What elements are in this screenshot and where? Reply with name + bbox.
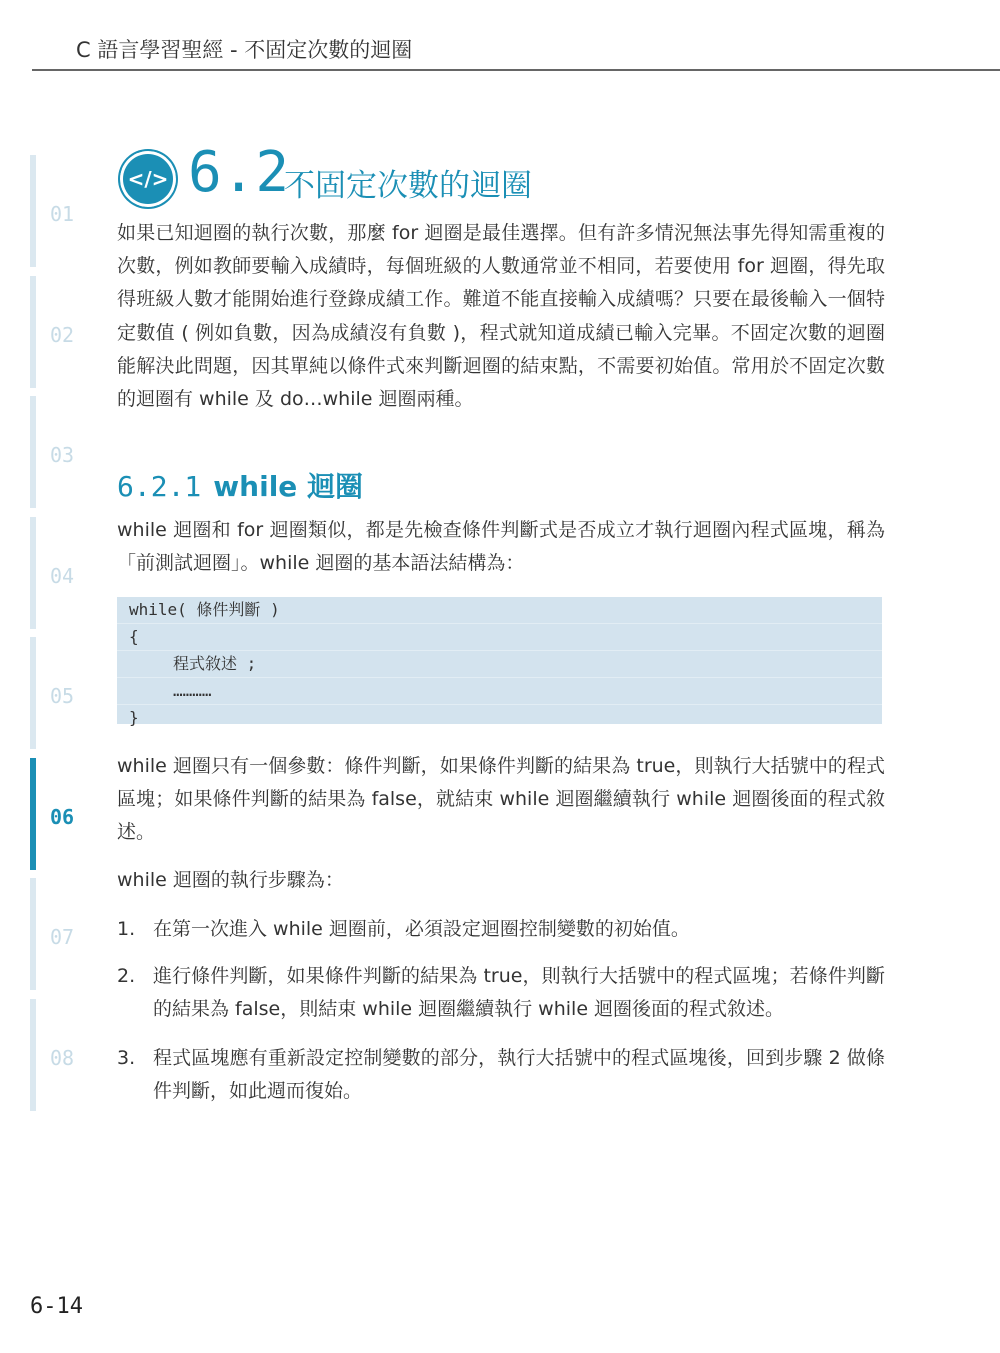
steps-title: while 迴圈的執行步驟為： bbox=[117, 869, 344, 891]
chapter-tab-label[interactable]: 07 bbox=[50, 925, 75, 949]
list-text: 程式區塊應有重新設定控制變數的部分，執行大括號中的程式區塊後，回到步驟 2 做條件判斷，如此週而復始。 bbox=[153, 1047, 885, 1103]
chapter-tab-01[interactable] bbox=[30, 155, 36, 267]
while-description: while 迴圈只有一個參數：條件判斷，如果條件判斷的結果為 true，則執行大括號中的程式區塊；如果條件判斷的結果為 false，就結束 while 迴圈繼續執行 while 迴圈後面的程式敘述。 bbox=[117, 755, 885, 844]
chapter-tab-label[interactable]: 04 bbox=[50, 563, 75, 588]
code-line: { bbox=[117, 624, 882, 651]
code-icon: </> bbox=[118, 149, 178, 209]
page-number: 6-14 bbox=[30, 1294, 83, 1319]
chapter-tab-label[interactable]: 02 bbox=[50, 322, 75, 347]
list-text: 進行條件判斷，如果條件判斷的結果為 true，則執行大括號中的程式區塊；若條件判斷的結果為 false，則結束 while 迴圈繼續執行 while 迴圈後面的程式敘述。 bbox=[153, 965, 885, 1021]
chapter-tab-label[interactable]: 03 bbox=[50, 443, 75, 467]
list-text: 在第一次進入 while 迴圈前，必須設定迴圈控制變數的初始值。 bbox=[153, 918, 690, 940]
chapter-tab-04[interactable] bbox=[30, 517, 36, 629]
list-item bbox=[117, 1042, 885, 1108]
list-item bbox=[117, 960, 885, 1026]
chapter-tab-05[interactable] bbox=[30, 637, 36, 749]
code-line: 程式敘述 ; bbox=[117, 651, 882, 678]
chapter-tab-02[interactable] bbox=[30, 276, 36, 388]
code-line: while( 條件判斷 ) bbox=[117, 597, 882, 624]
intro-paragraph: 如果已知迴圈的執行次數，那麼 for 迴圈是最佳選擇。但有許多情況無法事先得知需重複的次數，例如教師要輸入成績時，每個班級的人數通常並不相同，若要使用 for 迴圈，得先取得班級人數才能開始進行登錄成績工作。難道不能直接輸入成績嗎？只要在最後輸入一個特定數值 ( 例如負數，因為成績沒有負數 )，程式就知道成績已輸入完畢。不固定次數的迴圈能解決此問題，因其單純以條件式來判斷迴圈的結束點，不需要初始值。常用於不固定次數的迴圈有 while 及 do…while 迴圈兩種。 bbox=[117, 222, 885, 411]
list-number: 3. bbox=[117, 1047, 136, 1069]
code-line: ………… bbox=[117, 678, 882, 705]
subsection-title: while 迴圈 bbox=[213, 470, 364, 503]
running-header: C 語言學習聖經 - 不固定次數的迴圈 bbox=[76, 38, 413, 62]
chapter-tab-label[interactable]: 01 bbox=[50, 202, 75, 226]
chapter-tab-03[interactable] bbox=[30, 396, 36, 508]
code-block bbox=[117, 597, 882, 727]
chapter-tab-label[interactable]: 06 bbox=[50, 804, 75, 829]
list-item bbox=[117, 913, 885, 946]
subsection-number: 6.2.1 bbox=[117, 470, 202, 503]
chapter-tab-08[interactable] bbox=[30, 999, 36, 1111]
list-number: 2. bbox=[117, 965, 136, 987]
header-divider bbox=[32, 69, 1000, 71]
code-line: } bbox=[129, 708, 139, 727]
subsection-heading bbox=[117, 465, 363, 505]
chapter-tab-06[interactable] bbox=[30, 758, 36, 870]
chapter-tab-07[interactable] bbox=[30, 878, 36, 990]
section-number: 6.2 bbox=[188, 140, 290, 205]
list-number: 1. bbox=[117, 918, 136, 940]
section-title: 不固定次數的迴圈 bbox=[284, 168, 532, 204]
chapter-tab-label[interactable]: 08 bbox=[50, 1045, 75, 1070]
subsection-intro: while 迴圈和 for 迴圈類似，都是先檢查條件判斷式是否成立才執行迴圈內程式區塊，稱為「前測試迴圈」。while 迴圈的基本語法結構為： bbox=[117, 519, 885, 575]
chapter-tab-label[interactable]: 05 bbox=[50, 684, 75, 708]
